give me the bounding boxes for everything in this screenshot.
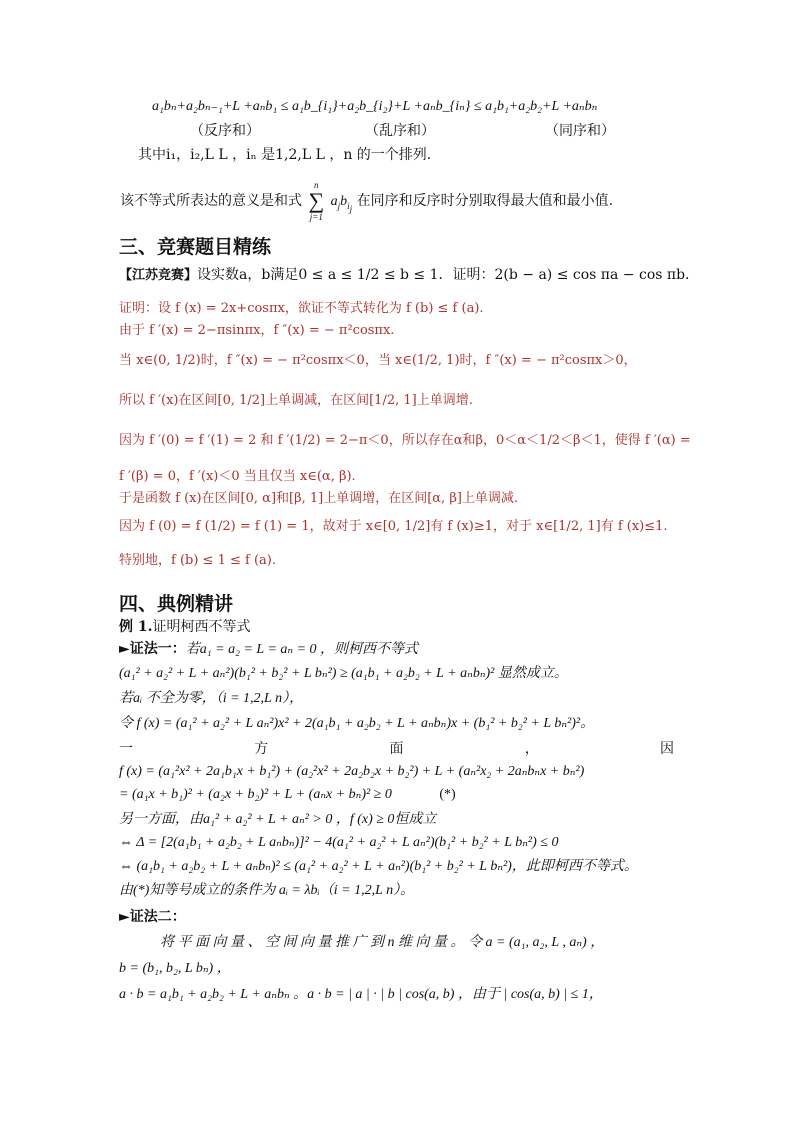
proof-2-line-3: a · b = a₁b₁ + a₂b₂ + L + aₙbₙ 。a · b = | a | · | b | cos(a, b) ，由于 | cos(a, b) | ≤ 1，: [119, 987, 603, 1002]
spread-word-2: 方: [254, 741, 269, 757]
proof-method-1: [119, 640, 418, 659]
proof-1-line-9: ⇔ Δ = [2(a₁b₁ + a₂b₂ + L aₙbₙ)]² − 4(a₁² + a₂² + L aₙ²)(b₁² + b₂² + L bₙ²) ≤ 0: [119, 835, 559, 850]
spread-word-4: ，: [524, 741, 539, 757]
proof-line-9: 特别地，f (b) ≤ 1 ≤ f (a).: [119, 553, 276, 568]
spread-word-3: 面: [389, 741, 404, 757]
example-1-label: 例 1.: [119, 619, 153, 635]
meaning-suffix: 在同序和反序时分别取得最大值和最小值.: [356, 193, 614, 209]
proof-line-4: 所以 f ′(x)在区间[0, 1/2]上单调减，在区间[1/2, 1]上单调增.: [119, 393, 473, 408]
example-1-text: 证明柯西不等式: [152, 619, 251, 635]
proof-line-6: f ′(β) = 0，f ′(x)＜0 当且仅当 x∈(α, β).: [119, 469, 356, 484]
jiangsu-problem: [119, 266, 699, 285]
proof-1-line-2: (a₁² + a₂² + L + aₙ²)(b₁² + b₂² + L bₙ²) ≥ (a₁b₁ + a₂b₂ + L + aₙbₙ)² 显然成立。: [119, 666, 568, 681]
proof-2-line-2: b = (b₁, b₂, L bₙ) ，: [119, 961, 231, 976]
summation-symbol: n ∑ j=1: [308, 180, 325, 222]
proof-1-line-8: 另一方面，由a₁² + a₂² + L + aₙ² > 0 ，f (x) ≥ 0恒成立: [119, 812, 437, 827]
proof-line-2: 由于 f ′(x) = 2−πsinπx，f ″(x) = − π²cosπx.: [119, 323, 395, 338]
equation-tag: (*): [439, 787, 456, 802]
proof-line-8: 因为 f (0) = f (1/2) = f (1) = 1，故对于 x∈[0, 1/2]有 f (x)≥1，对于 x∈[1/2, 1]有 f (x)≤1.: [119, 519, 668, 534]
section-4-title: 四、典例精讲: [119, 593, 234, 615]
section-3-title: 三、竞赛题目精练: [119, 236, 272, 258]
proof-2-line-1: 将 平 面 向 量 、 空 间 向 量 推 广 到 n 维 向 量 。 令 a = (a₁, a₂, L , aₙ) ，: [160, 935, 605, 950]
spread-word-5: 因: [660, 741, 674, 757]
proof-1-line-11: 由(*)知等号成立的条件为 aᵢ = λbᵢ（i = 1,2,L n）。: [119, 883, 415, 898]
summand: $a_jb_{i_j}$: [330, 194, 353, 214]
proof-1-line-5: [119, 740, 674, 758]
meaning-prefix: 该不等式所表达的意义是和式: [120, 193, 302, 209]
problem-statement: 设实数a，b满足0 ≤ a ≤ 1/2 ≤ b ≤ 1．证明：2(b − a) ≤ cos πa − cos πb．: [197, 267, 700, 283]
example-1: [119, 618, 251, 636]
proof-1-line-3: 若aᵢ 不全为零，（i = 1,2,L n），: [119, 691, 304, 706]
proof-1-label: ►证法一：: [119, 641, 186, 657]
inequality-meaning: [120, 180, 613, 222]
sum-of-squares: = (a₁x + b₁)² + (a₂x + b₂)² + L + (aₙx + bₙ)² ≥ 0: [119, 787, 392, 802]
proof-1-line-6: f (x) = (a₁²x² + 2a₁b₁x + b₁²) + (a₂²x² + 2a₂b₂x + b₂²) + L + (aₙ²x₂ + 2aₙbₙx + bₙ²): [119, 764, 585, 779]
problem-tag: 【江苏竞赛】: [119, 268, 198, 283]
proof-1-line-7: [119, 786, 456, 804]
permutation-note: 其中i₁，i₂,L L ，iₙ 是1,2,L L ，n 的一个排列.: [138, 147, 432, 163]
proof-1-line-10: ⇔ (a₁b₁ + a₂b₂ + L + aₙbₙ)² ≤ (a₁² + a₂² + L + aₙ²)(b₁² + b₂² + L bₙ²)，此即柯西不等式。: [119, 859, 638, 874]
proof-line-3: 当 x∈(0, 1/2)时，f ″(x) = − π²cosπx＜0，当 x∈(1/2, 1)时，f ″(x) = − π²cosπx＞0，: [119, 353, 637, 368]
proof-2-label: ►证法二：: [119, 909, 186, 925]
label-same-sum: （同序和）: [545, 123, 615, 139]
proof-1-line-4: 令 f (x) = (a₁² + a₂² + L aₙ²)x² + 2(a₁b₁ + a₂b₂ + L + aₙbₙ)x + (b₁² + b₂² + L bₙ²)²。: [119, 716, 595, 731]
proof-line-1: 证明：设 f (x) = 2x+cosπx，欲证不等式转化为 f (b) ≤ f (a).: [119, 301, 484, 316]
label-reverse-sum: （反序和）: [190, 123, 260, 139]
label-mixed-sum: （乱序和）: [365, 123, 435, 139]
proof-line-7: 于是函数 f (x)在区间[0, α]和[β, 1]上单调增，在区间[α, β]上单调减.: [119, 491, 519, 506]
proof-1-line-1: 若a₁ = a₂ = L = aₙ = 0 ，则柯西不等式: [185, 642, 419, 657]
rearrangement-inequality: a₁bₙ+a₂bₙ₋₁+L +aₙb₁ ≤ a₁b_{i₁}+a₂b_{i₂}+L +aₙb_{iₙ} ≤ a₁b₁+a₂b₂+L +aₙbₙ: [152, 99, 598, 114]
proof-line-5: 因为 f ′(0) = f ′(1) = 2 和 f ′(1/2) = 2−π＜0，所以存在α和β，0＜α＜1/2＜β＜1，使得 f ′(α) =: [119, 433, 691, 448]
spread-word-1: 一: [119, 741, 133, 757]
